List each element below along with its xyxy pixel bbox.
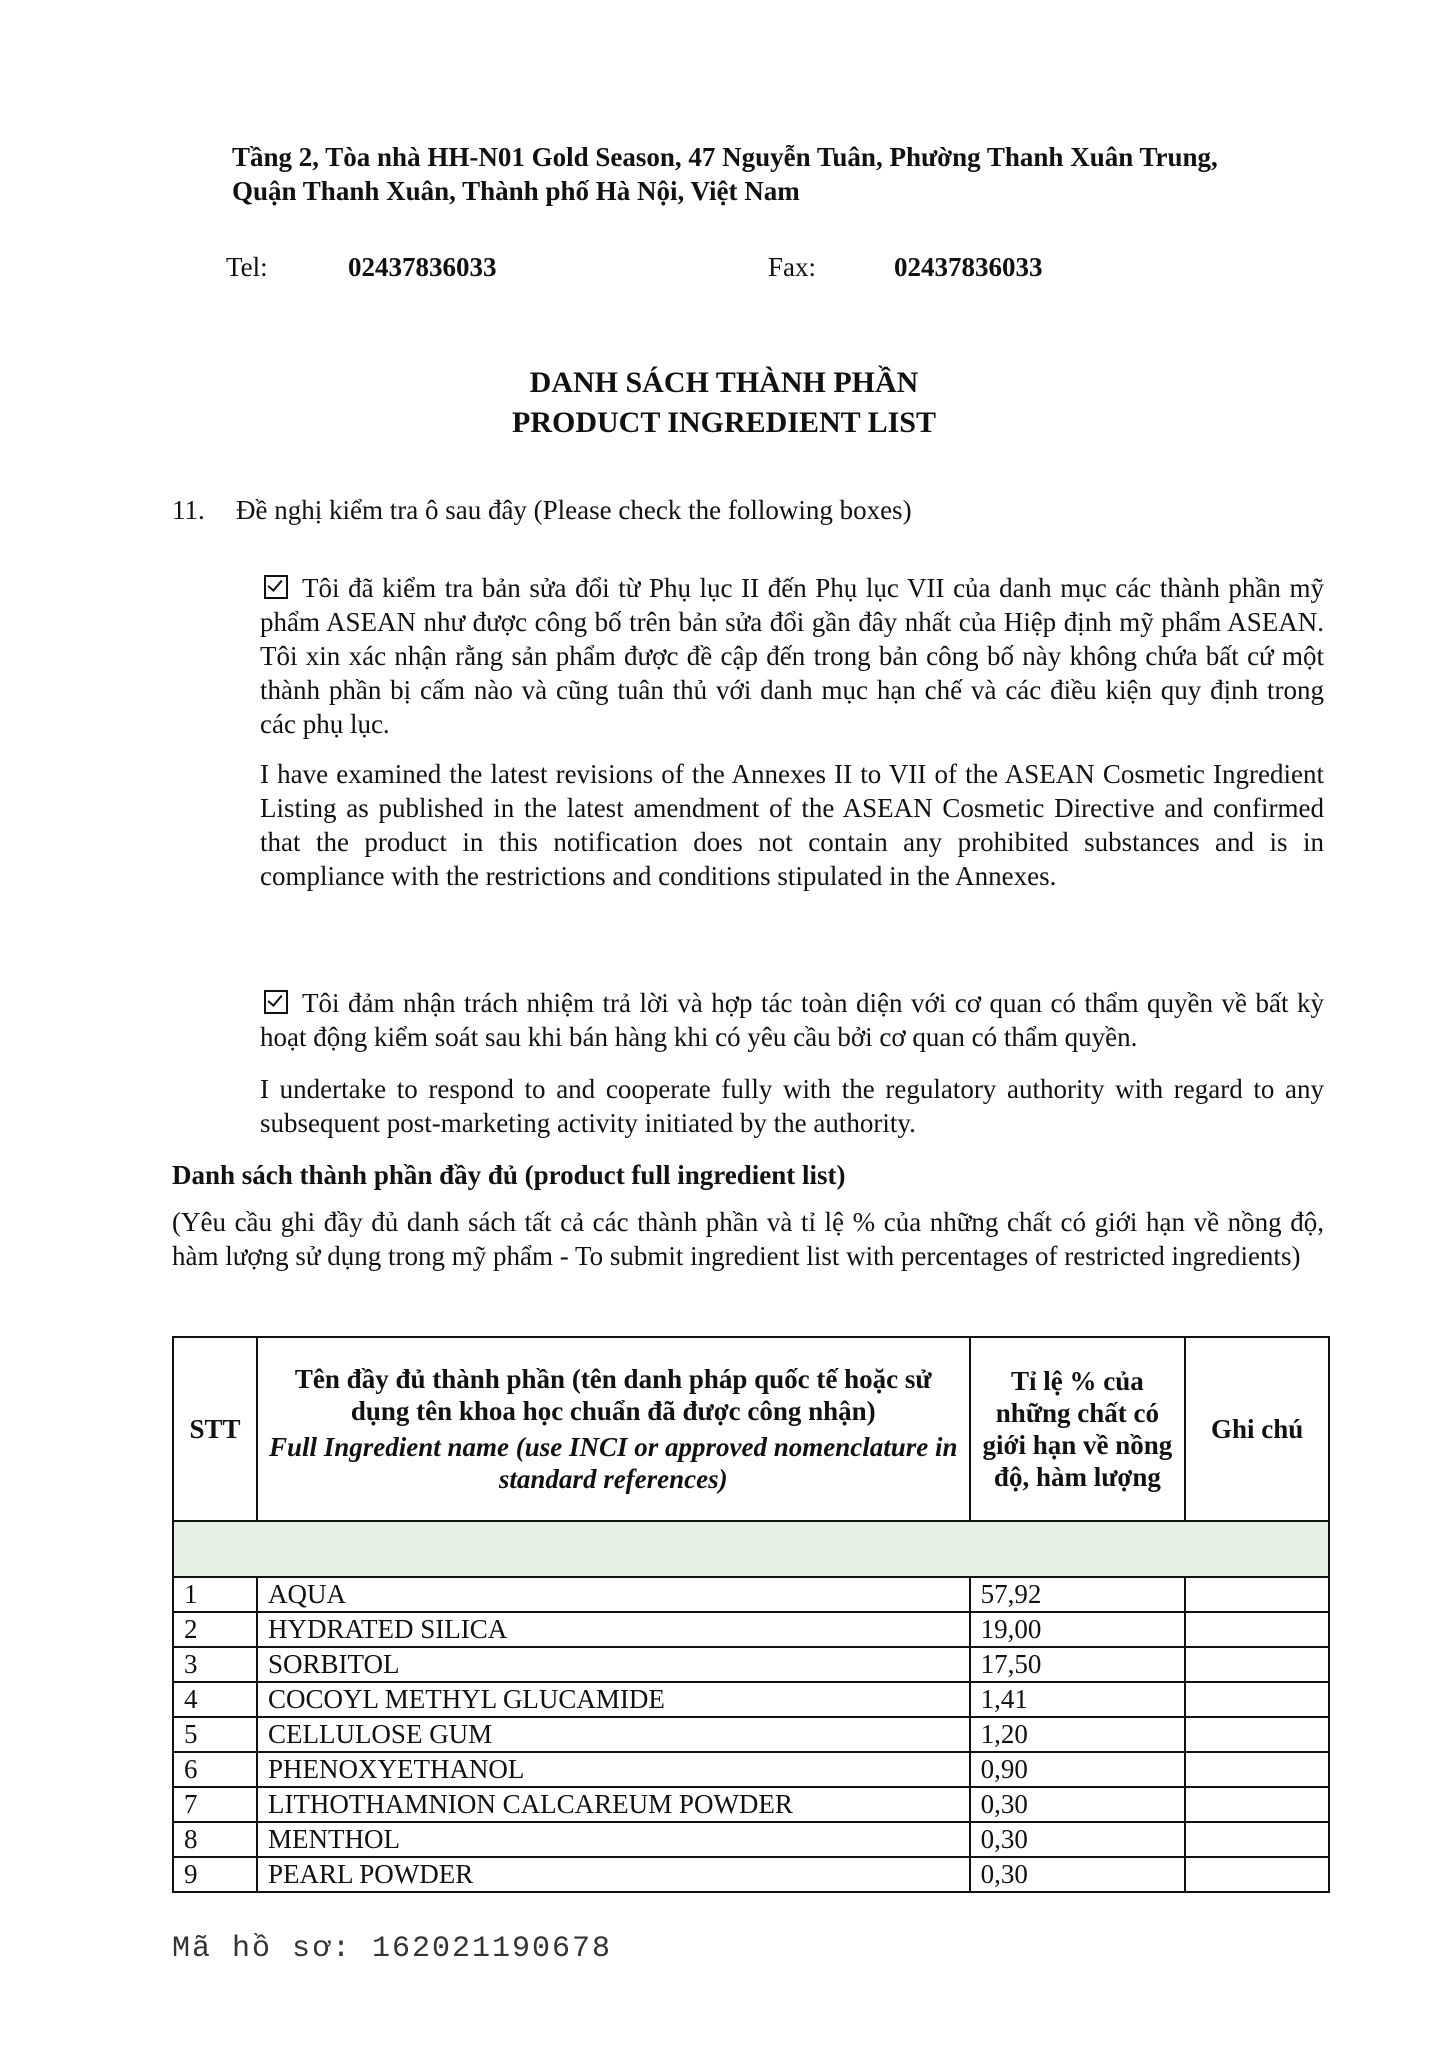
cell-stt: 1 <box>173 1577 257 1612</box>
col-name-header <box>257 1337 970 1521</box>
cell-ingredient-name: PHENOXYETHANOL <box>257 1752 970 1787</box>
full-list-note: (Yêu cầu ghi đầy đủ danh sách tất cả các thành phần và tỉ lệ % của những chất có giới hạn về nồng độ, hàm lượng sử dụng trong mỹ phẩm - To submit ingredient list with percentages of restricted ingredients) <box>172 1207 1324 1271</box>
check-2-vi <box>260 986 1324 1054</box>
table-row <box>173 1752 1329 1787</box>
table-row <box>173 1822 1329 1857</box>
table-row <box>173 1857 1329 1892</box>
cell-stt: 4 <box>173 1682 257 1717</box>
cell-percentage: 0,30 <box>970 1822 1186 1857</box>
table-band-cell <box>173 1521 1329 1577</box>
cell-ingredient-name: SORBITOL <box>257 1647 970 1682</box>
tel-label: Tel: <box>226 252 268 282</box>
table-band-row <box>173 1521 1329 1577</box>
col-note-header: Ghi chú <box>1185 1337 1329 1521</box>
cell-ingredient-name: MENTHOL <box>257 1822 970 1857</box>
col-name-header-en: Full Ingredient name (use INCI or approved nomenclature in standard references) <box>268 1432 958 1494</box>
check-2-vi-text: Tôi đảm nhận trách nhiệm trả lời và hợp tác toàn diện với cơ quan có thẩm quyền về bất kỳ hoạt động kiểm soát sau khi bán hàng khi có yêu cầu bởi cơ quan có thẩm quyền. <box>260 988 1324 1052</box>
dossier-code: Mã hồ sơ: 162021190678 <box>172 1932 613 1966</box>
table-row <box>173 1682 1329 1717</box>
table-row <box>173 1612 1329 1647</box>
full-list-heading: Danh sách thành phần đầy đủ (product full ingredient list) <box>172 1160 846 1190</box>
cell-stt: 9 <box>173 1857 257 1892</box>
cell-note <box>1185 1647 1329 1682</box>
table-body <box>173 1577 1329 1892</box>
checkbox-checked-icon <box>264 990 288 1014</box>
company-address <box>232 140 1332 208</box>
cell-stt: 8 <box>173 1822 257 1857</box>
check-2-en: I undertake to respond to and cooperate fully with the regulatory authority with regard to any subsequent post-marketing activity initiated by the authority. <box>260 1074 1324 1138</box>
section-number: 11. <box>172 495 205 525</box>
section-11 <box>172 493 912 527</box>
cell-percentage: 1,41 <box>970 1682 1186 1717</box>
cell-ingredient-name: CELLULOSE GUM <box>257 1717 970 1752</box>
title-en: PRODUCT INGREDIENT LIST <box>512 406 936 439</box>
cell-stt: 2 <box>173 1612 257 1647</box>
check-1-vi <box>260 571 1324 741</box>
tel-value: 02437836033 <box>348 252 497 282</box>
cell-ingredient-name: AQUA <box>257 1577 970 1612</box>
cell-stt: 6 <box>173 1752 257 1787</box>
table-row <box>173 1647 1329 1682</box>
cell-note <box>1185 1857 1329 1892</box>
title-vi: DANH SÁCH THÀNH PHẦN <box>529 366 919 399</box>
table-header-row <box>173 1337 1329 1521</box>
table-row <box>173 1577 1329 1612</box>
fax-label: Fax: <box>768 252 817 282</box>
cell-percentage: 57,92 <box>970 1577 1186 1612</box>
cell-ingredient-name: COCOYL METHYL GLUCAMIDE <box>257 1682 970 1717</box>
cell-percentage: 17,50 <box>970 1647 1186 1682</box>
section-text: Đề nghị kiểm tra ô sau đây (Please check the following boxes) <box>236 495 912 525</box>
checkbox-checked-icon <box>264 575 288 599</box>
cell-note <box>1185 1682 1329 1717</box>
cell-note <box>1185 1752 1329 1787</box>
cell-ingredient-name: HYDRATED SILICA <box>257 1612 970 1647</box>
col-stt-header: STT <box>173 1337 257 1521</box>
address-line-2: Quận Thanh Xuân, Thành phố Hà Nội, Việt Nam <box>232 176 800 206</box>
ingredient-table <box>172 1336 1330 1893</box>
cell-ingredient-name: LITHOTHAMNION CALCAREUM POWDER <box>257 1787 970 1822</box>
col-name-header-vi: Tên đầy đủ thành phần (tên danh pháp quốc tế hoặc sử dụng tên khoa học chuẩn đã được công nhận) <box>294 1364 932 1426</box>
cell-stt: 7 <box>173 1787 257 1822</box>
cell-note <box>1185 1787 1329 1822</box>
cell-percentage: 0,90 <box>970 1752 1186 1787</box>
check-1-vi-text: Tôi đã kiểm tra bản sửa đổi từ Phụ lục II đến Phụ lục VII của danh mục các thành phần mỹ phẩm ASEAN như được công bố trên bản sửa đổi gần đây nhất của Hiệp định mỹ phẩm ASEAN. Tôi xin xác nhận rằng sản phẩm được đề cập đến trong bản công bố này không chứa bất cứ một thành phần bị cấm nào và cũng tuân thủ với danh mục hạn chế và các điều kiện quy định trong các phụ lục. <box>260 573 1324 739</box>
cell-note <box>1185 1822 1329 1857</box>
cell-note <box>1185 1717 1329 1752</box>
fax-value: 02437836033 <box>894 252 1043 282</box>
table-row <box>173 1717 1329 1752</box>
col-pct-header: Tỉ lệ % của những chất có giới hạn về nồng độ, hàm lượng <box>970 1337 1186 1521</box>
table-row <box>173 1787 1329 1822</box>
address-line-1: Tầng 2, Tòa nhà HH-N01 Gold Season, 47 Nguyễn Tuân, Phường Thanh Xuân Trung, <box>232 142 1218 172</box>
cell-percentage: 19,00 <box>970 1612 1186 1647</box>
cell-percentage: 0,30 <box>970 1787 1186 1822</box>
check-1-en: I have examined the latest revisions of the Annexes II to VII of the ASEAN Cosmetic Ingredient Listing as published in the latest amendment of the ASEAN Cosmetic Directive and confirmed that the product in this notification does not contain any prohibited substances and is in compliance with the restrictions and conditions stipulated in the Annexes. <box>260 759 1324 891</box>
cell-percentage: 1,20 <box>970 1717 1186 1752</box>
cell-ingredient-name: PEARL POWDER <box>257 1857 970 1892</box>
cell-stt: 3 <box>173 1647 257 1682</box>
cell-percentage: 0,30 <box>970 1857 1186 1892</box>
cell-note <box>1185 1612 1329 1647</box>
cell-note <box>1185 1577 1329 1612</box>
cell-stt: 5 <box>173 1717 257 1752</box>
